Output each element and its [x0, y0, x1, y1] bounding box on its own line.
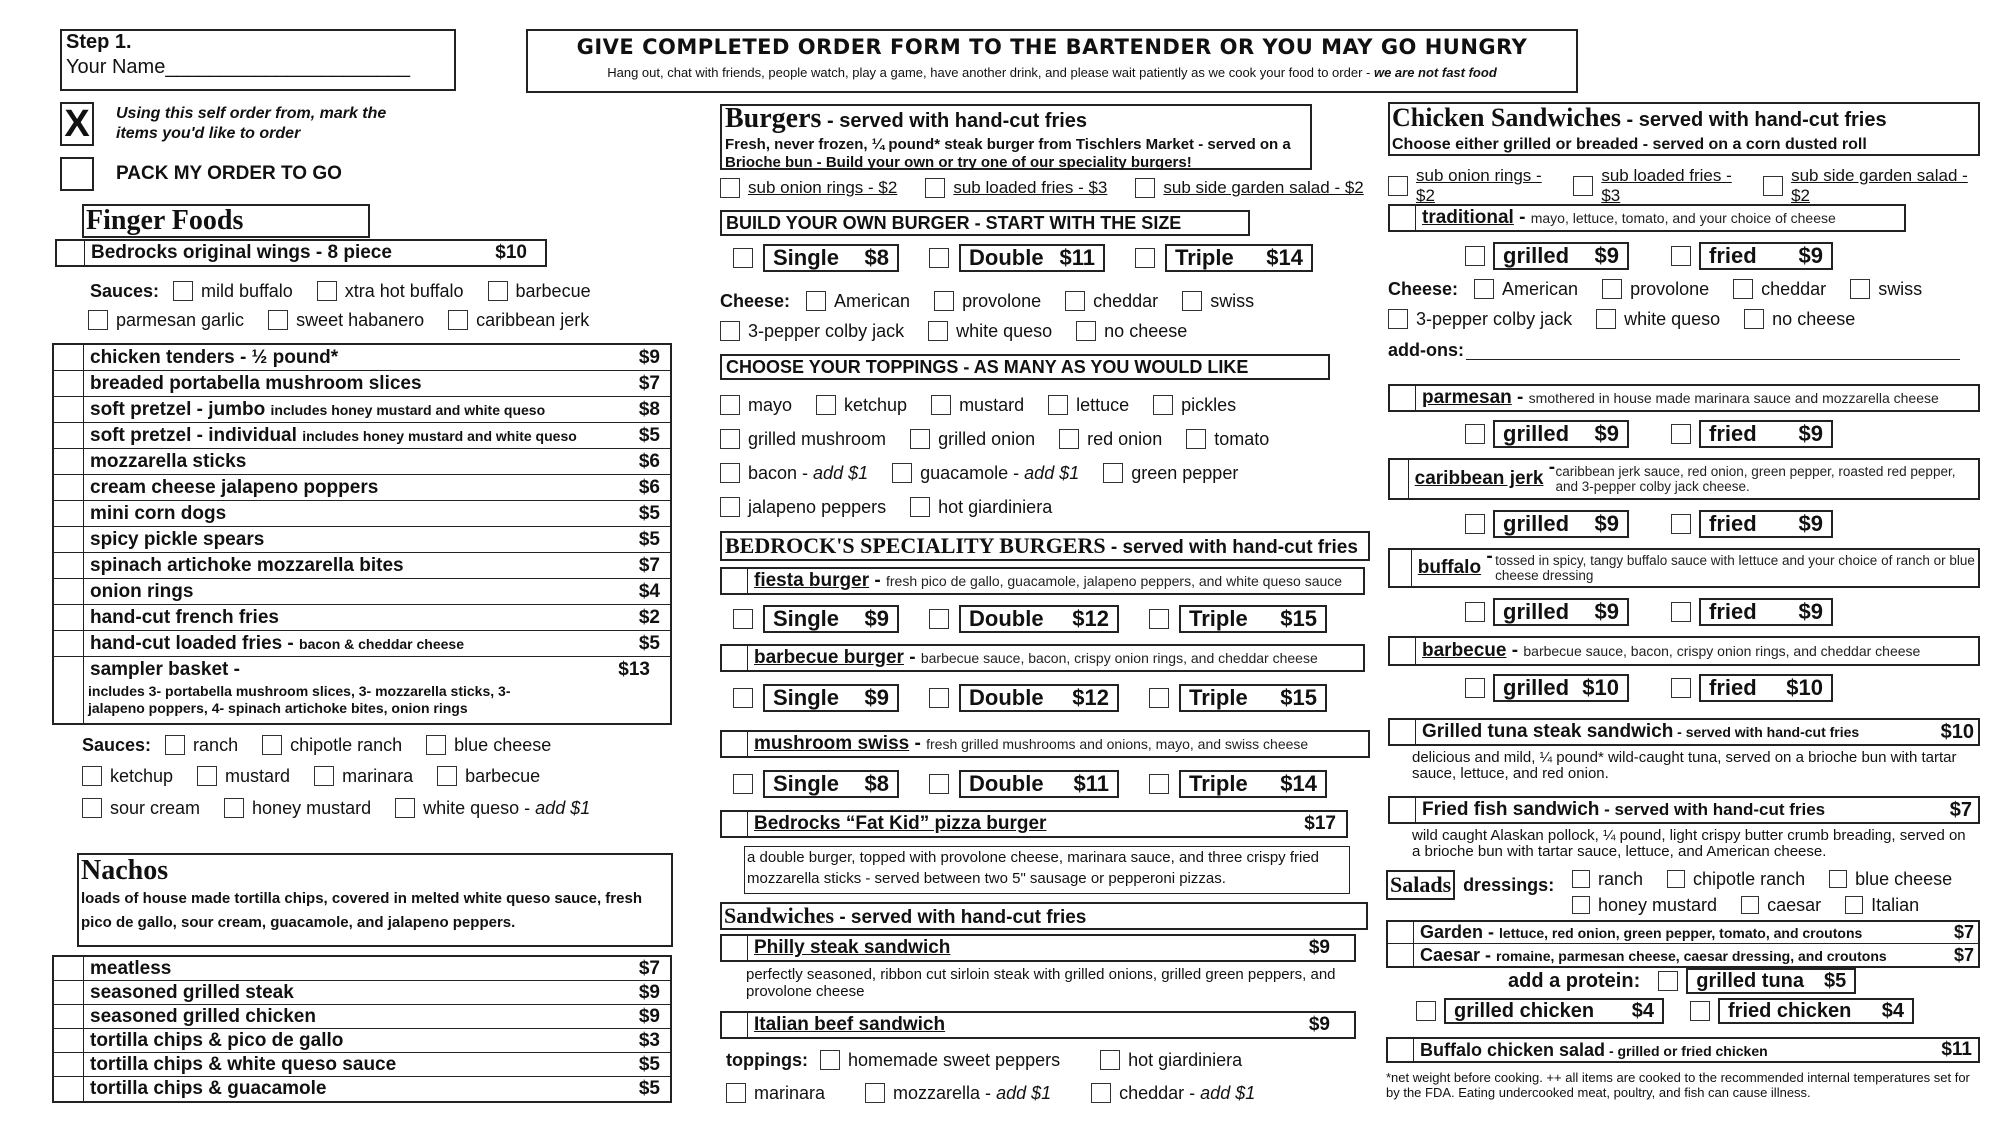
topping-option[interactable]: grilled mushroom	[720, 429, 886, 450]
wing-sauces	[90, 277, 650, 335]
topping-option[interactable]: jalapeno peppers	[720, 497, 886, 518]
size-box[interactable]: Triple $14	[1165, 244, 1313, 272]
topping-option[interactable]: grilled onion	[910, 429, 1035, 450]
size-box[interactable]: Single $8	[763, 770, 899, 798]
sauce-option[interactable]: sweet habanero	[268, 310, 424, 331]
chicken-header	[1388, 102, 1980, 156]
grilled-box[interactable]: grilled $10	[1493, 674, 1629, 702]
dip-option[interactable]: mustard	[197, 766, 290, 787]
tuna-row[interactable]: Grilled tuna steak sandwich - served with hand-cut fries $10	[1388, 718, 1980, 746]
dressing-option[interactable]: Italian	[1845, 895, 1919, 916]
barbecue-options	[1465, 674, 1833, 702]
table-row[interactable]: seasoned grilled chicken $9	[54, 1005, 670, 1029]
chicken-traditional-row[interactable]: traditional - mayo, lettuce, tomato, and your choice of cheese	[1388, 204, 1906, 232]
table-row[interactable]: Caesar - romaine, parmesan cheese, caesar dressing, and croutons $7	[1388, 944, 1978, 966]
topping-option[interactable]: mozzarella - add $1	[865, 1083, 1051, 1104]
row-checkbox[interactable]	[1388, 1039, 1414, 1061]
salads-header	[1386, 870, 1554, 900]
table-row[interactable]: spicy pickle spears $5	[54, 527, 670, 553]
size-box[interactable]: Triple $15	[1179, 684, 1327, 712]
row-checkbox[interactable]	[722, 732, 748, 756]
chicken-barbecue-row[interactable]: barbecue - barbecue sauce, bacon, crispy onion rings, and cheddar cheese	[1388, 636, 1980, 666]
fried-checkbox[interactable]	[1671, 602, 1691, 622]
dip-option[interactable]: ketchup	[82, 766, 173, 787]
grilled-box[interactable]: grilled $9	[1493, 420, 1629, 448]
protein-checkbox[interactable]	[1416, 1001, 1436, 1021]
sauce-option[interactable]: parmesan garlic	[88, 310, 244, 331]
row-checkbox[interactable]	[54, 981, 84, 1004]
row-checkbox[interactable]	[1390, 638, 1416, 664]
table-row[interactable]: tortilla chips & white queso sauce $5	[54, 1053, 670, 1077]
size-box[interactable]: Single $9	[763, 605, 899, 633]
topping-option[interactable]: pickles	[1153, 395, 1236, 416]
wings-checkbox[interactable]	[57, 241, 85, 265]
nachos-box	[77, 853, 673, 947]
specialty-title: BEDROCK'S SPECIALITY BURGERS - served with hand-cut fries	[720, 531, 1370, 561]
banner	[526, 29, 1578, 93]
pack-to-go-label: PACK MY ORDER TO GO	[116, 163, 342, 184]
byo-title: BUILD YOUR OWN BURGER - START WITH THE SIZE	[720, 210, 1250, 236]
size-checkbox[interactable]	[733, 248, 753, 268]
topping-option[interactable]: lettuce	[1048, 395, 1129, 416]
cheese-option[interactable]: no cheese	[1744, 309, 1855, 330]
dip-option[interactable]: sour cream	[82, 798, 200, 819]
table-row[interactable]: hand-cut french fries $2	[54, 605, 670, 631]
row-checkbox[interactable]	[54, 1005, 84, 1028]
table-row[interactable]: chicken tenders - ½ pound* $9	[54, 345, 670, 371]
row-checkbox[interactable]	[54, 397, 84, 422]
topping-option[interactable]: homemade sweet peppers	[820, 1050, 1060, 1071]
mark-row	[60, 102, 426, 146]
banner-subtitle: Hang out, chat with friends, people watch, play a game, have another drink, and please wait patiently as we cook your food to order - we are not fast food	[607, 65, 1497, 80]
fish-desc: wild caught Alaskan pollock, ¼ pound, light crispy butter crumb breading, served on a brioche bun with tartar sauce, lettuce, and American cheese.	[1412, 827, 1966, 860]
row-checkbox[interactable]	[1390, 206, 1416, 230]
table-row[interactable]: spinach artichoke mozzarella bites $7	[54, 553, 670, 579]
chicken-parmesan-row[interactable]: parmesan - smothered in house made marinara sauce and mozzarella cheese	[1388, 384, 1980, 412]
topping-option[interactable]: red onion	[1059, 429, 1162, 450]
protein-checkbox[interactable]	[1658, 971, 1678, 991]
x-mark-box: X	[60, 102, 94, 146]
row-checkbox[interactable]	[1390, 720, 1416, 744]
size-checkbox[interactable]	[929, 688, 949, 708]
protein-checkbox[interactable]	[1690, 1001, 1710, 1021]
topping-option[interactable]: tomato	[1186, 429, 1269, 450]
topping-option[interactable]: ketchup	[816, 395, 907, 416]
sub-option[interactable]: sub loaded fries - $3	[1573, 166, 1743, 206]
grilled-box[interactable]: grilled $9	[1493, 242, 1629, 270]
dip-option[interactable]: barbecue	[437, 766, 540, 787]
pack-to-go-checkbox[interactable]	[60, 157, 94, 191]
dressing-option[interactable]: chipotle ranch	[1667, 869, 1805, 890]
protein-box[interactable]: grilled tuna $5	[1686, 968, 1856, 994]
protein-box[interactable]: grilled chicken $4	[1444, 998, 1664, 1024]
row-checkbox[interactable]	[54, 553, 84, 578]
cheese-option[interactable]: cheddar	[1065, 291, 1158, 312]
size-checkbox[interactable]	[733, 688, 753, 708]
burger-cheeses	[720, 286, 1360, 346]
fried-box[interactable]: fried $9	[1699, 242, 1833, 270]
size-box[interactable]: Triple $14	[1179, 770, 1327, 798]
wings-price: $10	[495, 242, 527, 263]
grilled-checkbox[interactable]	[1465, 246, 1485, 266]
chicken-buffalo-row[interactable]: buffalo - tossed in spicy, tangy buffalo sauce with lettuce and your choice of ranch or blue cheese dressing	[1388, 548, 1980, 588]
sauce-option[interactable]: caribbean jerk	[448, 310, 589, 331]
row-checkbox[interactable]	[722, 569, 748, 593]
table-row[interactable]: seasoned grilled steak $9	[54, 981, 670, 1005]
row-checkbox[interactable]	[1390, 798, 1416, 822]
row-checkbox[interactable]	[54, 579, 84, 604]
table-row[interactable]: tortilla chips & pico de gallo $3	[54, 1029, 670, 1053]
row-checkbox[interactable]	[54, 605, 84, 630]
name-box	[60, 29, 456, 91]
footnote: *net weight before cooking. ++ all items are cooked to the recommended internal temperatures set for by the FDA. Eating undercooked meat, poultry, and fish can cause illness.	[1386, 1070, 1970, 1100]
wings-row[interactable]	[55, 239, 547, 267]
cheese-option[interactable]: no cheese	[1076, 321, 1187, 342]
topping-option[interactable]: mayo	[720, 395, 792, 416]
salads-title: Salads	[1386, 870, 1455, 900]
size-checkbox[interactable]	[733, 774, 753, 794]
row-checkbox[interactable]	[54, 631, 84, 656]
dressings-label: dressings:	[1463, 874, 1555, 895]
size-checkbox[interactable]	[1149, 609, 1169, 629]
sauce-option[interactable]: xtra hot buffalo	[317, 281, 464, 302]
protein-box[interactable]: fried chicken $4	[1718, 998, 1914, 1024]
italian-beef-row[interactable]: Italian beef sandwich $9	[720, 1011, 1356, 1039]
dressing-option[interactable]: blue cheese	[1829, 869, 1952, 890]
topping-option[interactable]: guacamole - add $1	[892, 463, 1079, 484]
size-box[interactable]: Single $9	[763, 684, 899, 712]
burger-subs	[720, 178, 1388, 198]
barbecue-burger-row[interactable]: barbecue burger - barbecue sauce, bacon, crispy onion rings, and cheddar cheese	[720, 644, 1365, 672]
cheese-option[interactable]: provolone	[1602, 279, 1709, 300]
parmesan-options	[1465, 420, 1833, 448]
dip-option[interactable]: honey mustard	[224, 798, 371, 819]
row-checkbox[interactable]	[54, 957, 84, 980]
row-checkbox[interactable]	[54, 423, 84, 448]
table-row[interactable]: hand-cut loaded fries - bacon & cheddar cheese $5	[54, 631, 670, 657]
burgers-title: Burgers - served with hand-cut fries	[725, 103, 1088, 134]
sub-option[interactable]: sub side garden salad - $2	[1135, 178, 1363, 198]
dip-option[interactable]: blue cheese	[426, 735, 551, 756]
finger-foods-title: Finger Foods	[82, 204, 370, 238]
table-row[interactable]: mozzarella sticks $6	[54, 449, 670, 475]
step-label: Step 1.	[66, 31, 132, 53]
size-box[interactable]: Triple $15	[1179, 605, 1327, 633]
mark-instructions: Using this self order from, mark the items you'd like to order	[116, 105, 387, 142]
sauce-option[interactable]: barbecue	[488, 281, 591, 302]
row-checkbox[interactable]	[722, 646, 748, 670]
burgers-desc: Fresh, never frozen, ¼ pound* steak burger from Tischlers Market - served on a Brioche bun - Build your own or try one of our speciality burgers!	[725, 136, 1291, 171]
cheese-option[interactable]: white queso	[928, 321, 1052, 342]
dressing-option[interactable]: ranch	[1572, 869, 1643, 890]
addons-line[interactable]	[1466, 342, 1960, 360]
mushroom-sizes	[733, 770, 1327, 798]
tuna-desc: delicious and mild, ¼ pound* wild-caught tuna, served on a brioche bun with tartar sauce, lettuce, and red onion.	[1412, 749, 1957, 782]
fat-kid-desc: a double burger, topped with provolone cheese, marinara sauce, and three crispy fried mozzarella sticks - served between two 5" sausage or pepperoni pizzas.	[744, 846, 1350, 894]
toppings-label: toppings:	[726, 1049, 808, 1070]
mushroom-swiss-row[interactable]: mushroom swiss - fresh grilled mushrooms and onions, mayo, and swiss cheese	[720, 730, 1370, 758]
table-row[interactable]: meatless $7	[54, 957, 670, 981]
dip-option[interactable]: marinara	[314, 766, 413, 787]
philly-desc: perfectly seasoned, ribbon cut sirloin steak with grilled onions, grilled green peppers, and provolone cheese	[746, 966, 1336, 1000]
row-checkbox[interactable]	[1390, 460, 1409, 498]
size-checkbox[interactable]	[1149, 688, 1169, 708]
row-checkbox[interactable]	[54, 1029, 84, 1052]
table-row[interactable]: tortilla chips & guacamole $5	[54, 1077, 670, 1101]
sampler-row[interactable]: sampler basket - includes 3- portabella mushroom slices, 3- mozzarella sticks, 3- jalapeno poppers, 4- spinach artichoke bites, onion rings $13	[54, 657, 670, 723]
row-checkbox[interactable]	[722, 936, 748, 960]
row-checkbox[interactable]	[54, 657, 84, 723]
table-row[interactable]: mini corn dogs $5	[54, 501, 670, 527]
size-checkbox[interactable]	[929, 609, 949, 629]
banner-title: GIVE COMPLETED ORDER FORM TO THE BARTENDER OR YOU MAY GO HUNGRY	[576, 35, 1528, 59]
philly-row[interactable]: Philly steak sandwich $9	[720, 934, 1356, 962]
cheese-label: Cheese:	[720, 290, 791, 311]
caribbean-options	[1465, 510, 1833, 538]
protein-row-2	[1416, 998, 1914, 1024]
burger-toppings	[720, 388, 1360, 524]
grilled-box[interactable]: grilled $9	[1493, 510, 1629, 538]
row-checkbox[interactable]	[54, 475, 84, 500]
chicken-subs	[1388, 166, 2000, 206]
size-box[interactable]: Double $11	[959, 770, 1119, 798]
table-row[interactable]: Garden - lettuce, red onion, green pepper, tomato, and croutons $7	[1388, 922, 1978, 944]
row-checkbox[interactable]	[722, 1013, 748, 1037]
sandwiches-title: Sandwiches - served with hand-cut fries	[720, 902, 1368, 930]
fried-box[interactable]: fried $9	[1699, 510, 1833, 538]
fried-box[interactable]: fried $10	[1699, 674, 1833, 702]
row-checkbox[interactable]	[54, 345, 84, 370]
row-checkbox[interactable]	[54, 371, 84, 396]
dip-sauces	[82, 730, 672, 824]
chicken-desc: Choose either grilled or breaded - served on a corn dusted roll	[1392, 136, 1867, 153]
topping-option[interactable]: marinara	[726, 1083, 825, 1104]
size-checkbox[interactable]	[929, 774, 949, 794]
your-name-field[interactable]: Your Name______________________	[66, 56, 411, 78]
fish-row[interactable]: Fried fish sandwich - served with hand-cut fries $7	[1388, 796, 1980, 824]
nachos-table	[52, 955, 672, 1103]
dressing-option[interactable]: caesar	[1741, 895, 1821, 916]
pack-to-go-row[interactable]	[60, 157, 342, 191]
dip-sauces-label: Sauces:	[82, 734, 152, 755]
row-checkbox[interactable]	[54, 449, 84, 474]
protein-label: add a protein:	[1508, 969, 1641, 992]
topping-option[interactable]: green pepper	[1103, 463, 1238, 484]
row-checkbox[interactable]	[1390, 550, 1412, 586]
protein-row-1	[1508, 968, 1856, 994]
table-row[interactable]: soft pretzel - jumbo includes honey mustard and white queso $8	[54, 397, 670, 423]
sub-option[interactable]: sub onion rings - $2	[720, 178, 897, 198]
dip-option[interactable]: chipotle ranch	[262, 735, 402, 756]
fried-checkbox[interactable]	[1671, 678, 1691, 698]
row-checkbox[interactable]	[54, 1053, 84, 1076]
topping-option[interactable]: hot giardiniera	[910, 497, 1052, 518]
table-row[interactable]: onion rings $4	[54, 579, 670, 605]
finger-foods-table	[52, 343, 672, 725]
row-checkbox[interactable]	[54, 527, 84, 552]
row-checkbox[interactable]	[54, 501, 84, 526]
addons-label: add-ons:	[1388, 340, 1464, 360]
cheese-option[interactable]: swiss	[1850, 279, 1922, 300]
grilled-checkbox[interactable]	[1465, 602, 1485, 622]
table-row[interactable]: breaded portabella mushroom slices $7	[54, 371, 670, 397]
chicken-cheeses	[1388, 274, 1988, 334]
topping-option[interactable]: mustard	[931, 395, 1024, 416]
fat-kid-row[interactable]: Bedrocks “Fat Kid” pizza burger $17	[720, 810, 1348, 838]
grilled-checkbox[interactable]	[1465, 424, 1485, 444]
cheese-option[interactable]: 3-pepper colby jack	[720, 321, 904, 342]
size-checkbox[interactable]	[929, 248, 949, 268]
toppings-title: CHOOSE YOUR TOPPINGS - AS MANY AS YOU WOULD LIKE	[720, 354, 1330, 380]
chicken-title: Chicken Sandwiches - served with hand-cut fries	[1392, 103, 1887, 132]
buffalo-options	[1465, 598, 1833, 626]
sauces-label: Sauces:	[90, 280, 160, 301]
cheese-option[interactable]: American	[1474, 279, 1578, 300]
buffalo-salad-row[interactable]: Buffalo chicken salad - grilled or fried chicken $11	[1386, 1037, 1980, 1063]
barbecue-sizes	[733, 684, 1327, 712]
dressing-option[interactable]: honey mustard	[1572, 895, 1717, 916]
size-checkbox[interactable]	[733, 609, 753, 629]
grilled-checkbox[interactable]	[1465, 678, 1485, 698]
nachos-title: Nachos	[81, 855, 169, 886]
fried-box[interactable]: fried $9	[1699, 598, 1833, 626]
grilled-box[interactable]: grilled $9	[1493, 598, 1629, 626]
cheese-label: Cheese:	[1388, 278, 1459, 299]
wings-name: Bedrocks original wings - 8 piece	[91, 242, 392, 263]
cheese-option[interactable]: provolone	[934, 291, 1041, 312]
fried-checkbox[interactable]	[1671, 424, 1691, 444]
size-box[interactable]: Double $12	[959, 684, 1119, 712]
traditional-options	[1465, 242, 1833, 270]
sub-option[interactable]: sub side garden salad - $2	[1763, 166, 1976, 206]
size-box[interactable]: Single $8	[763, 244, 899, 272]
dip-option[interactable]: white queso - add $1	[395, 798, 590, 819]
salad-dressings	[1572, 866, 1992, 918]
row-checkbox[interactable]	[1388, 944, 1414, 966]
fiesta-burger-row[interactable]: fiesta burger - fresh pico de gallo, guacamole, jalapeno peppers, and white queso sauce	[720, 567, 1365, 595]
cheese-option[interactable]: cheddar	[1733, 279, 1826, 300]
nachos-desc: loads of house made tortilla chips, covered in melted white queso sauce, fresh pico de gallo, sour cream, guacamole, and jalapeno peppers.	[81, 890, 642, 931]
size-checkbox[interactable]	[1149, 774, 1169, 794]
cheese-option[interactable]: American	[806, 291, 910, 312]
fried-box[interactable]: fried $9	[1699, 420, 1833, 448]
topping-option[interactable]: bacon - add $1	[720, 463, 868, 484]
addons-row[interactable]	[1388, 340, 1960, 361]
sandwich-toppings	[726, 1044, 1366, 1110]
table-row[interactable]: cream cheese jalapeno poppers $6	[54, 475, 670, 501]
size-box[interactable]: Double $12	[959, 605, 1119, 633]
row-checkbox[interactable]	[54, 1077, 84, 1101]
topping-option[interactable]: hot giardiniera	[1100, 1050, 1242, 1071]
grilled-checkbox[interactable]	[1465, 514, 1485, 534]
fried-checkbox[interactable]	[1671, 246, 1691, 266]
cheese-option[interactable]: 3-pepper colby jack	[1388, 309, 1572, 330]
fiesta-sizes	[733, 605, 1327, 633]
row-checkbox[interactable]	[1388, 922, 1414, 943]
burgers-header	[720, 104, 1312, 170]
row-checkbox[interactable]	[1390, 386, 1416, 410]
salads-table	[1386, 920, 1980, 968]
dip-option[interactable]: ranch	[165, 735, 238, 756]
byo-sizes	[733, 244, 1313, 272]
sauce-option[interactable]: mild buffalo	[173, 281, 293, 302]
sub-option[interactable]: sub onion rings - $2	[1388, 166, 1553, 206]
size-box[interactable]: Double $11	[959, 244, 1105, 272]
table-row[interactable]: soft pretzel - individual includes honey mustard and white queso $5	[54, 423, 670, 449]
cheese-option[interactable]: white queso	[1596, 309, 1720, 330]
cheese-option[interactable]: swiss	[1182, 291, 1254, 312]
sub-option[interactable]: sub loaded fries - $3	[925, 178, 1107, 198]
topping-option[interactable]: cheddar - add $1	[1091, 1083, 1255, 1104]
chicken-caribbean-row[interactable]: caribbean jerk - caribbean jerk sauce, red onion, green pepper, roasted red pepper, and 3-pepper colby jack cheese.	[1388, 458, 1980, 500]
fried-checkbox[interactable]	[1671, 514, 1691, 534]
size-checkbox[interactable]	[1135, 248, 1155, 268]
row-checkbox[interactable]	[722, 812, 748, 836]
